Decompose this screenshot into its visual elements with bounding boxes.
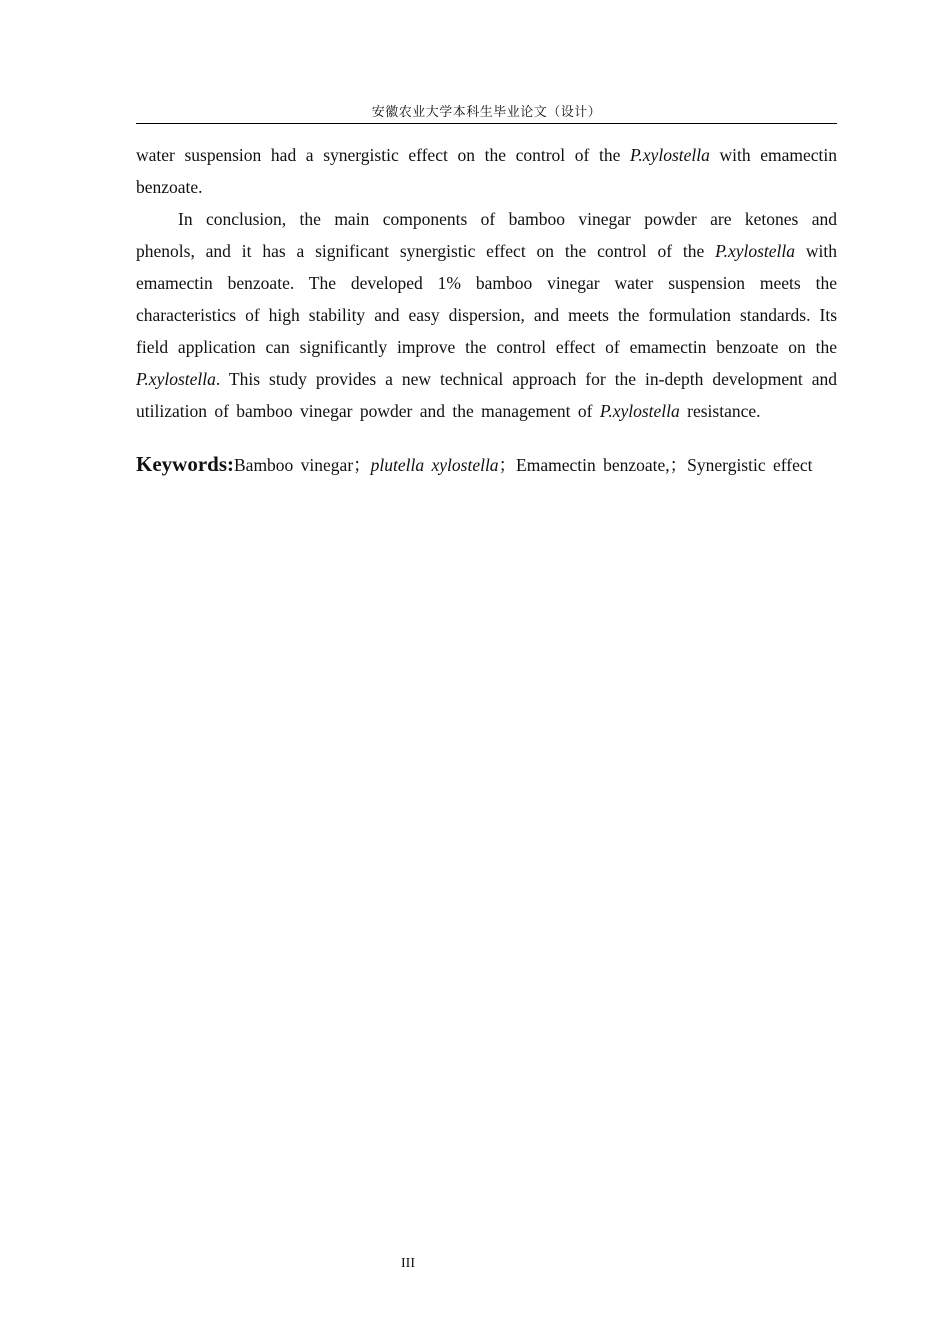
paragraph-text: with emamectin benzoate. The developed 1% bamboo vinegar water suspension meets the characteristics of high stability and easy dispersion, and meets the formulation standards. Its field application can significantly improve the control effect of emamectin benzoate on the (136, 241, 837, 357)
abstract-paragraph-conclusion (136, 203, 837, 427)
species-name: P.xylostella (136, 369, 216, 389)
species-name: P.xylostella (629, 145, 710, 165)
keyword-species: plutella xylostella (370, 455, 499, 475)
paragraph-text: water suspension had a synergistic effect on the control of the (136, 145, 630, 165)
paragraph-text: In conclusion, the main components of bamboo vinegar powder are ketones and phenols, and it has a significant synergistic effect on the control of the (136, 209, 837, 261)
keyword-text: Bamboo vinegar； (234, 455, 371, 475)
keywords-label: Keywords: (136, 452, 234, 476)
paragraph-text: . This study provides a new technical approach for the in-depth development and utilization of bamboo vinegar powder and the management of (136, 369, 837, 421)
abstract-body (136, 139, 837, 481)
page-number: III (401, 1256, 415, 1271)
paragraph-text: with emamectin benzoate. (136, 145, 837, 197)
running-header-title: 安徽农业大学本科生毕业论文（设计） (371, 104, 602, 119)
species-name: P.xylostella (715, 241, 796, 261)
abstract-paragraph-continued (136, 139, 837, 203)
running-header (136, 101, 837, 124)
keywords-line (136, 448, 837, 481)
species-name: P.xylostella (599, 401, 680, 421)
keyword-text: ；Emamectin benzoate,；Synergistic effect (498, 455, 813, 475)
paragraph-text: resistance. (679, 401, 761, 421)
